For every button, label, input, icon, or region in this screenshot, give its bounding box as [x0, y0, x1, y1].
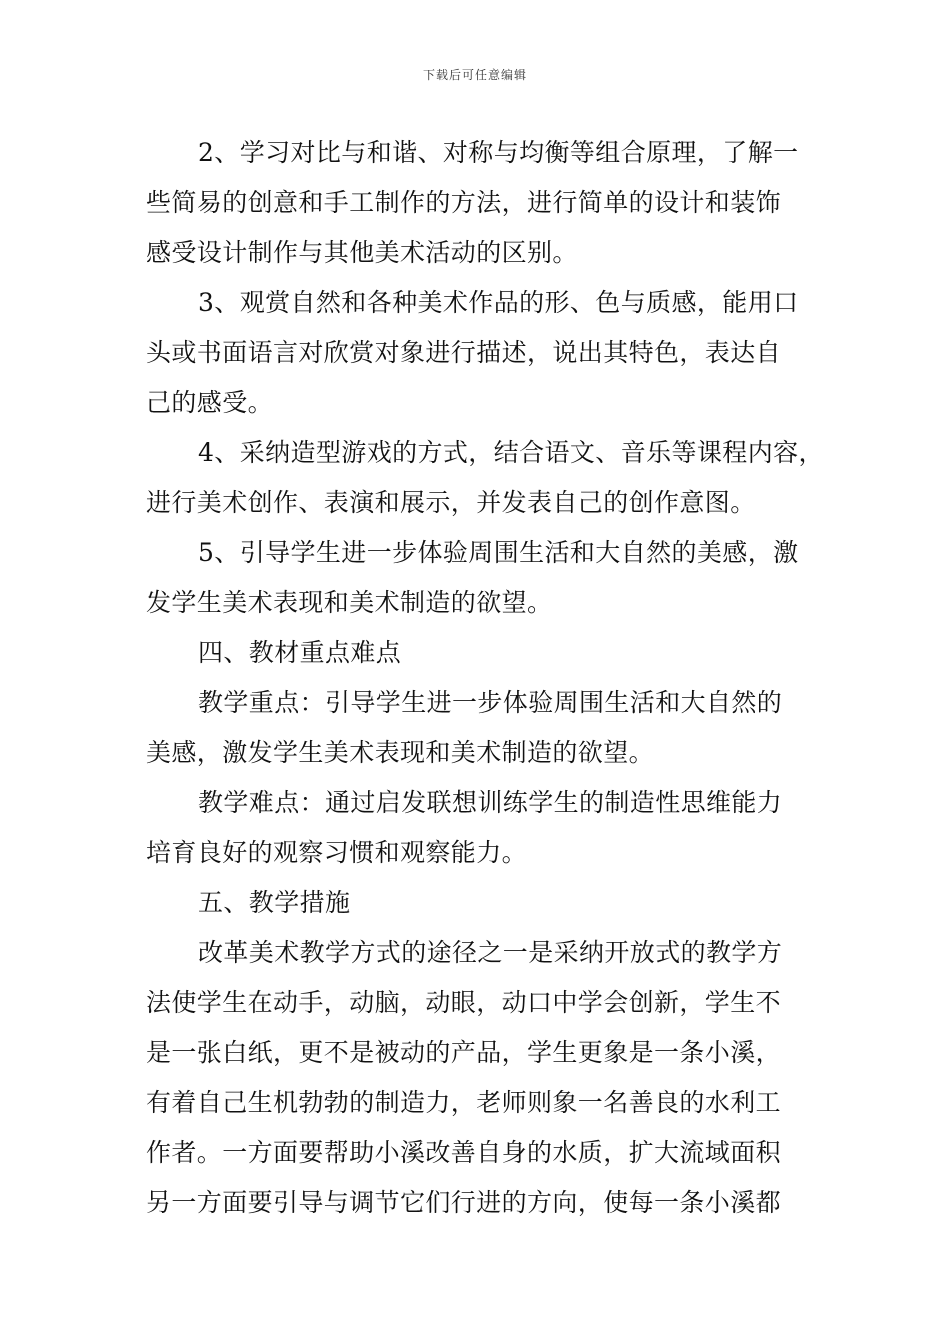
text-line-5: 头或书面语言对欣赏对象进行描述，说出其特色，表达自	[146, 338, 782, 367]
text-line-20: 有着自己生机勃勃的制造力，老师则象一名善良的水利工	[146, 1088, 782, 1117]
text-line-4: 3、观赏自然和各种美术作品的形、色与质感，能用口	[198, 288, 799, 317]
text-line-17: 改革美术教学方式的途径之一是采纳开放式的教学方	[198, 938, 783, 967]
text-line-13: 美感，激发学生美术表现和美术制造的欲望。	[146, 738, 655, 767]
text-line-1: 2、学习对比与和谐、对称与均衡等组合原理，了解一	[198, 138, 799, 167]
page-header-note: 下载后可任意编辑	[422, 68, 527, 82]
section-heading-teaching-measures: 五、教学措施	[198, 888, 351, 917]
text-line-3: 感受设计制作与其他美术活动的区别。	[146, 238, 578, 267]
text-line-15: 培育良好的观察习惯和观察能力。	[146, 838, 528, 867]
text-line-14: 教学难点：通过启发联想训练学生的制造性思维能力	[198, 788, 783, 817]
text-line-18: 法使学生在动手，动脑，动眼，动口中学会创新，学生不	[146, 988, 782, 1017]
text-line-7: 4、采纳造型游戏的方式，结合语文、音乐等课程内容，	[198, 438, 824, 467]
text-line-9: 5、引导学生进一步体验周围生活和大自然的美感，激	[198, 538, 799, 567]
text-line-22: 另一方面要引导与调节它们行进的方向，使每一条小溪都	[146, 1188, 782, 1217]
text-line-6: 己的感受。	[146, 388, 274, 417]
text-line-21: 作者。一方面要帮助小溪改善自身的水质，扩大流域面积	[146, 1138, 782, 1167]
text-line-10: 发学生美术表现和美术制造的欲望。	[146, 588, 553, 617]
text-line-2: 些简易的创意和手工制作的方法，进行简单的设计和装饰	[146, 188, 782, 217]
document-body	[146, 128, 824, 1228]
text-line-12: 教学重点：引导学生进一步体验周围生活和大自然的	[198, 688, 783, 717]
text-line-8: 进行美术创作、表演和展示，并发表自己的创作意图。	[146, 488, 756, 517]
section-heading-key-points: 四、教材重点难点	[198, 638, 402, 667]
text-line-19: 是一张白纸，更不是被动的产品，学生更象是一条小溪，	[146, 1038, 782, 1067]
